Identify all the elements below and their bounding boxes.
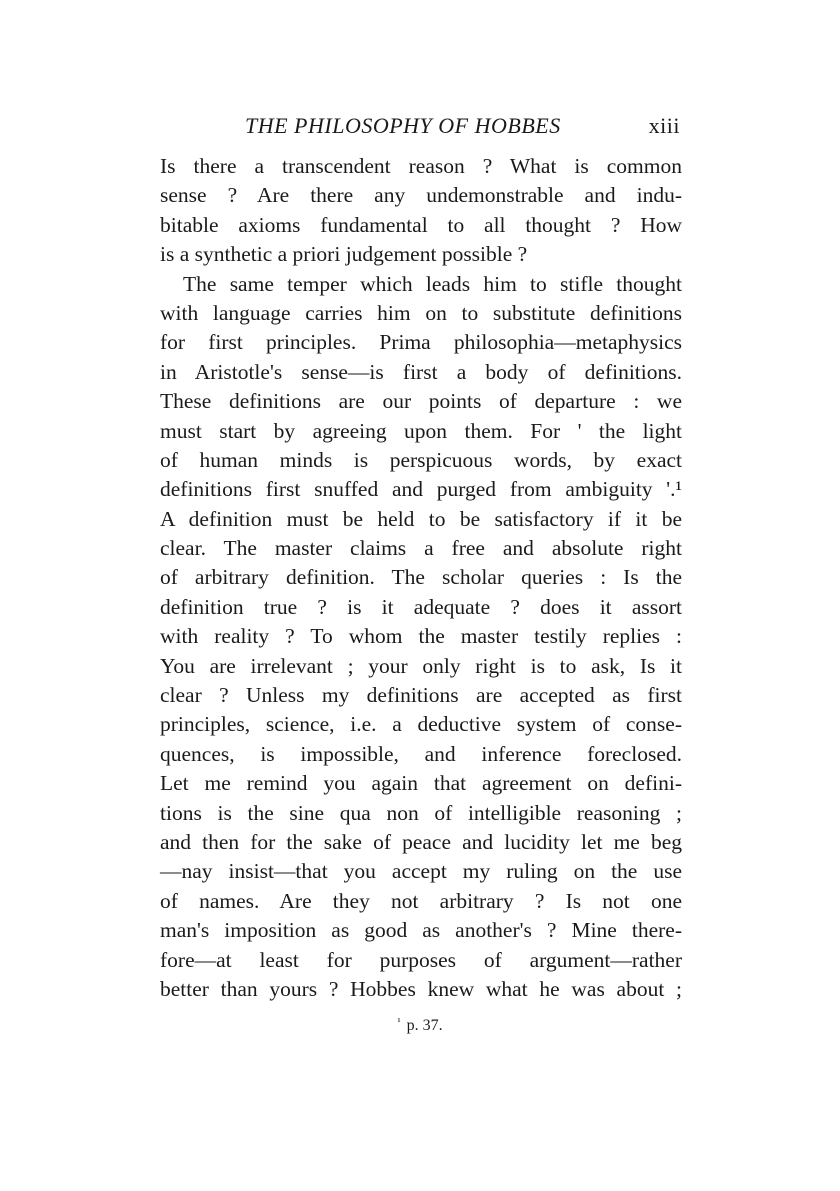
text-line: sense ? Are there any undemonstrable and indu- [160,183,682,208]
body-text [160,152,682,1004]
footnote-text: p. 37. [406,1017,443,1034]
text-line: of human minds is perspicuous words, by exact [160,447,682,472]
text-line: clear ? Unless my definitions are accepted as first [160,683,682,708]
running-title: THE PHILOSOPHY OF HOBBES [245,113,561,138]
text-line: is a synthetic a priori judgement possible ? [160,242,528,267]
text-line: of names. Are they not arbitrary ? Is not one [160,888,682,913]
text-line: A definition must be held to be satisfactory if it be [160,506,682,531]
text-line: You are irrelevant ; your only right is to ask, Is it [160,653,682,678]
text-line: for first principles. Prima philosophia—metaphysics [160,330,682,355]
text-line: —nay insist—that you accept my ruling on the use [160,859,682,884]
text-line: Let me remind you again that agreement on defini- [160,771,682,796]
text-line: bitable axioms fundamental to all thought ? How [160,212,682,237]
text-line: with language carries him on to substitute definitions [160,300,682,325]
text-line: of arbitrary definition. The scholar queries : Is the [160,565,682,590]
text-line: must start by agreeing upon them. For ' the light [160,418,682,443]
text-line: Is there a transcendent reason ? What is common [160,154,682,178]
text-line: with reality ? To whom the master testily replies : [160,624,682,649]
page-number: xiii [648,113,680,138]
text-line: tions is the sine qua non of intelligible reasoning ; [160,800,682,825]
text-line: fore—at least for purposes of argument—rather [160,947,682,972]
text-line: clear. The master claims a free and absolute right [160,536,682,561]
text-line: man's imposition as good as another's ? Mine there- [160,918,682,943]
paragraph-start-line: The same temper which leads him to stifle thought [183,271,682,296]
text-line: in Aristotle's sense—is first a body of definitions. [160,359,682,384]
text-line: These definitions are our points of departure : we [160,389,682,414]
text-line: better than yours ? Hobbes knew what he was about ; [160,976,682,1001]
footnote [0,1016,840,1035]
text-line: quences, is impossible, and inference foreclosed. [160,741,682,766]
text-line: and then for the sake of peace and lucidity let me beg [160,829,682,854]
text-line: definition true ? is it adequate ? does it assort [160,594,682,619]
footnote-marker: ¹ [397,1016,401,1028]
text-line: definitions first snuffed and purged from ambiguity '.¹ [160,477,682,502]
text-line: principles, science, i.e. a deductive system of conse- [160,712,682,737]
running-head [160,113,680,143]
